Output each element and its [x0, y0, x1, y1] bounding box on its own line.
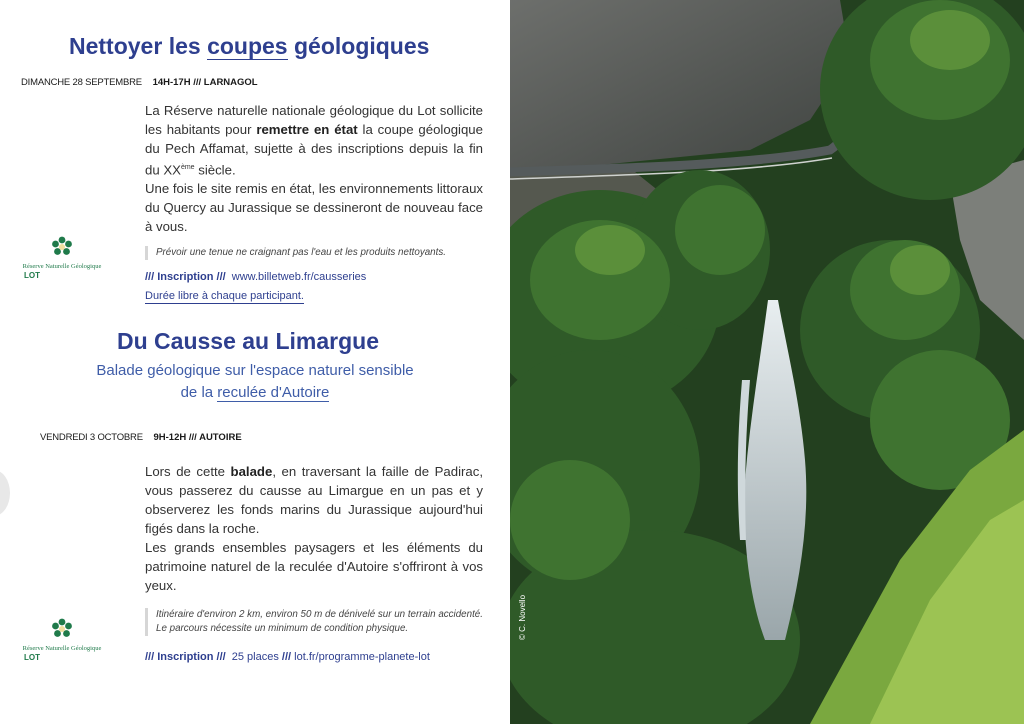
- photo-credit: © C. Novello: [518, 594, 527, 640]
- places-count: 25 places: [231, 651, 279, 663]
- reserve-flower-icon: [51, 236, 73, 258]
- event1-description: La Réserve naturelle nationale géologique du Lot sollicite les habitants pour remettre en état la coupe géologique du Pech Affamat, sujette à des inscriptions depuis la fin du XXème siècle. Une fois le site remis en état, les environnements littoraux du Quercy au Jurassique se dessineront de nouveau face à vous.: [145, 103, 483, 235]
- event2-date: VENDREDI 3 OCTOBRE: [40, 432, 143, 443]
- registration-link[interactable]: www.billetweb.fr/causseries: [231, 271, 367, 283]
- event1-registration: /// Inscription /// www.billetweb.fr/causseries: [145, 271, 367, 283]
- event1-time-place: 14H-17H /// LARNAGOL: [152, 77, 258, 88]
- event2-time-place: 9H-12H /// AUTOIRE: [153, 432, 242, 443]
- waterfall-photo: [510, 0, 1024, 724]
- registration-label: Inscription: [157, 651, 214, 663]
- text-page: [0, 0, 510, 724]
- event1-date: DIMANCHE 28 SEPTEMBRE: [21, 77, 142, 88]
- event2-note: Itinéraire d'environ 2 km, environ 50 m de dénivelé sur un terrain accidenté. Le parcours nécessite un minimum de condition physique.: [145, 608, 496, 636]
- landscape-illustration: [510, 0, 1024, 724]
- reserve-flower-icon: [51, 618, 73, 640]
- event2-registration: /// Inscription /// 25 places /// lot.fr/programme-planete-lot: [145, 651, 430, 663]
- registration-link[interactable]: lot.fr/programme-planete-lot: [294, 651, 430, 663]
- event1-dateline: [21, 77, 258, 88]
- reserve-logo: [22, 236, 102, 280]
- logo-lot: LOT: [24, 271, 40, 280]
- event2-subtitle: Balade géologique sur l'espace naturel sensible de la reculée d'Autoire: [96, 362, 414, 401]
- page-edge-tab: [0, 470, 10, 516]
- event2-title: Du Causse au Limargue: [117, 328, 380, 354]
- logo-text: Réserve Naturelle Géologique: [22, 263, 102, 270]
- reserve-logo-2: Réserve Naturelle Géologique LOT: [22, 618, 102, 662]
- event1-note: Prévoir une tenue ne craignant pas l'eau et les produits nettoyants.: [145, 246, 496, 260]
- event2-dateline: [40, 432, 242, 443]
- event2-description: Lors de cette balade, en traversant la faille de Padirac, vous passerez du causse au Limargue en un pas et y observerez les fonds marins du Jurassique aujourd'hui figés dans la roche. Les grands ensembles paysagers et les éléments du patrimoine naturel de la reculée d'Autoire s'offriront à vos yeux.: [145, 464, 483, 593]
- event1-duration: Durée libre à chaque participant.: [145, 290, 304, 302]
- event1-title: Nettoyer les coupes géologiques: [69, 33, 430, 59]
- registration-label: Inscription: [157, 271, 214, 283]
